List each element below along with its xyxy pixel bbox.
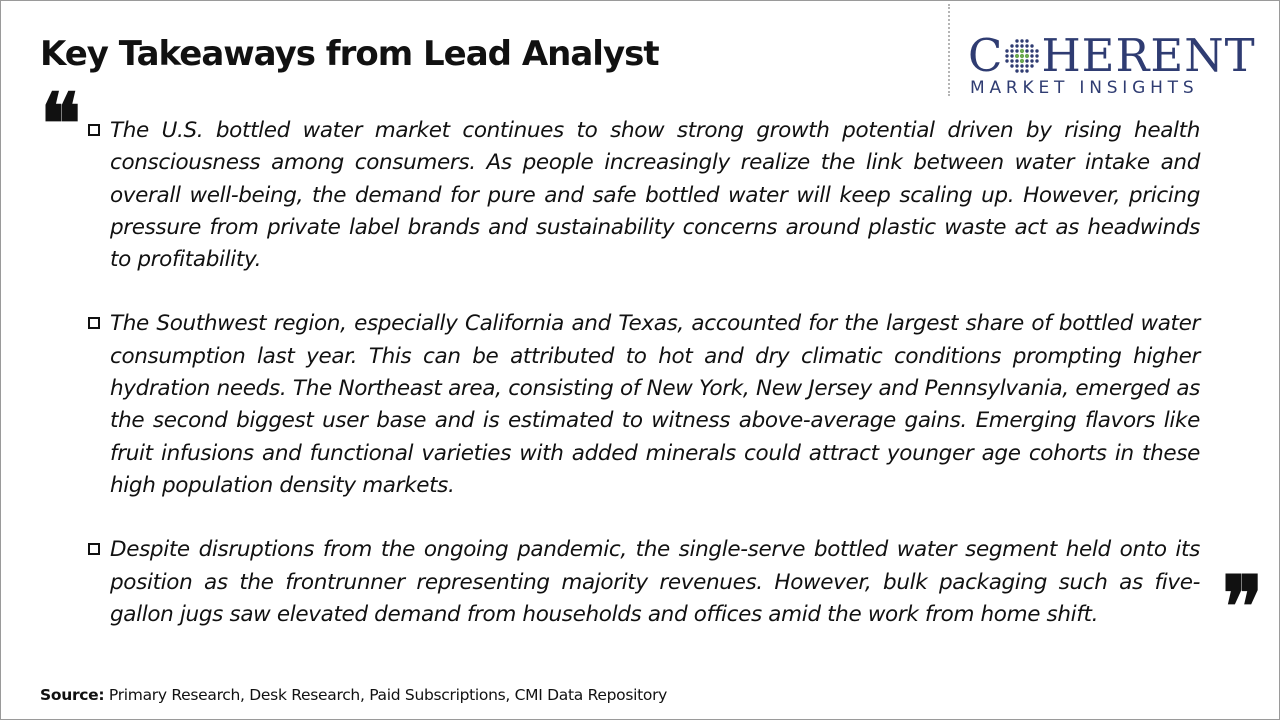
logo-dot xyxy=(1036,54,1039,57)
logo-dot xyxy=(1021,39,1024,42)
list-item xyxy=(88,115,1200,276)
logo-dot xyxy=(1016,69,1019,72)
logo-dot xyxy=(1016,64,1019,67)
logo-dot xyxy=(1020,54,1024,58)
logo-dot xyxy=(1020,59,1024,63)
logo-dot xyxy=(1026,49,1029,52)
logo-dot xyxy=(1011,44,1014,47)
logo-dot xyxy=(1026,44,1029,47)
logo-dot xyxy=(1026,39,1029,42)
logo-dot xyxy=(1015,54,1019,58)
logo-dot xyxy=(1026,59,1029,62)
logo-dot xyxy=(1036,49,1039,52)
open-quote-icon: ❝ xyxy=(40,74,81,173)
takeaways-list xyxy=(88,115,1200,663)
close-quote-icon: ❞ xyxy=(1222,557,1263,656)
source-label: Source: xyxy=(40,686,105,704)
source-text: Primary Research, Desk Research, Paid Subscriptions, CMI Data Repository xyxy=(104,686,668,704)
logo-dot xyxy=(1021,64,1024,67)
takeaway-text: The Southwest region, especially California and Texas, accounted for the largest share of bottled water consumption last year. This can be attributed to hot and dry climatic conditions prompting higher hydration needs. The Northeast area, consisting of New York, New Jersey and Pennsylvania, emerged as the second biggest user base and is estimated to witness above-average gains. Emerging flavors like fruit infusions and functional varieties with added minerals could attract younger age cohorts in these high population density markets. xyxy=(110,311,1200,498)
logo-dot xyxy=(1031,64,1034,67)
checkbox-bullet-icon xyxy=(88,317,100,329)
page-title: Key Takeaways from Lead Analyst xyxy=(40,34,659,74)
logo-dot xyxy=(1025,54,1029,58)
logo-letters-rest: HERENT xyxy=(1041,29,1256,82)
logo-dot xyxy=(1026,64,1029,67)
logo-wordmark xyxy=(968,30,1256,82)
logo-dot xyxy=(1016,44,1019,47)
takeaway-text: The U.S. bottled water market continues to show strong growth potential driven by rising health consciousness among consumers. As people increasingly realize the link between water intake and overall well-being, the demand for pure and safe bottled water will keep scaling up. However, pricing pressure from private label brands and sustainability concerns around plastic waste act as headwinds to profitability. xyxy=(110,118,1200,273)
logo-dot xyxy=(1031,49,1034,52)
logo-dot-globe-icon xyxy=(1004,38,1040,74)
logo-dot xyxy=(1020,49,1024,53)
logo-dot xyxy=(1021,69,1024,72)
logo-dot xyxy=(1011,64,1014,67)
logo-dot xyxy=(1031,59,1034,62)
takeaway-text: Despite disruptions from the ongoing pandemic, the single-serve bottled water segment held onto its position as the frontrunner representing majority revenues. However, bulk packaging such as five-gallon jugs saw elevated demand from households and offices amid the work from home shift. xyxy=(110,537,1200,627)
logo-letter-c: C xyxy=(968,29,1004,82)
list-item xyxy=(88,534,1200,631)
logo-dot xyxy=(1031,44,1034,47)
logo-dot xyxy=(1006,49,1009,52)
logo-dot xyxy=(1011,54,1014,57)
logo-dot xyxy=(1016,39,1019,42)
checkbox-bullet-icon xyxy=(88,124,100,136)
company-logo xyxy=(968,30,1264,100)
logo-dot xyxy=(1026,69,1029,72)
logo-dot xyxy=(1011,59,1014,62)
logo-dot xyxy=(1021,44,1024,47)
logo-dot xyxy=(1006,54,1009,57)
logo-dot xyxy=(1031,54,1034,57)
logo-dot xyxy=(1011,49,1014,52)
logo-dot xyxy=(1016,59,1019,62)
source-note xyxy=(40,686,667,704)
logo-dot xyxy=(1036,59,1039,62)
logo-dot xyxy=(1016,49,1019,52)
header-divider xyxy=(948,4,950,96)
logo-subtitle: MARKET INSIGHTS xyxy=(970,78,1199,98)
list-item xyxy=(88,308,1200,502)
checkbox-bullet-icon xyxy=(88,543,100,555)
logo-dot xyxy=(1006,59,1009,62)
